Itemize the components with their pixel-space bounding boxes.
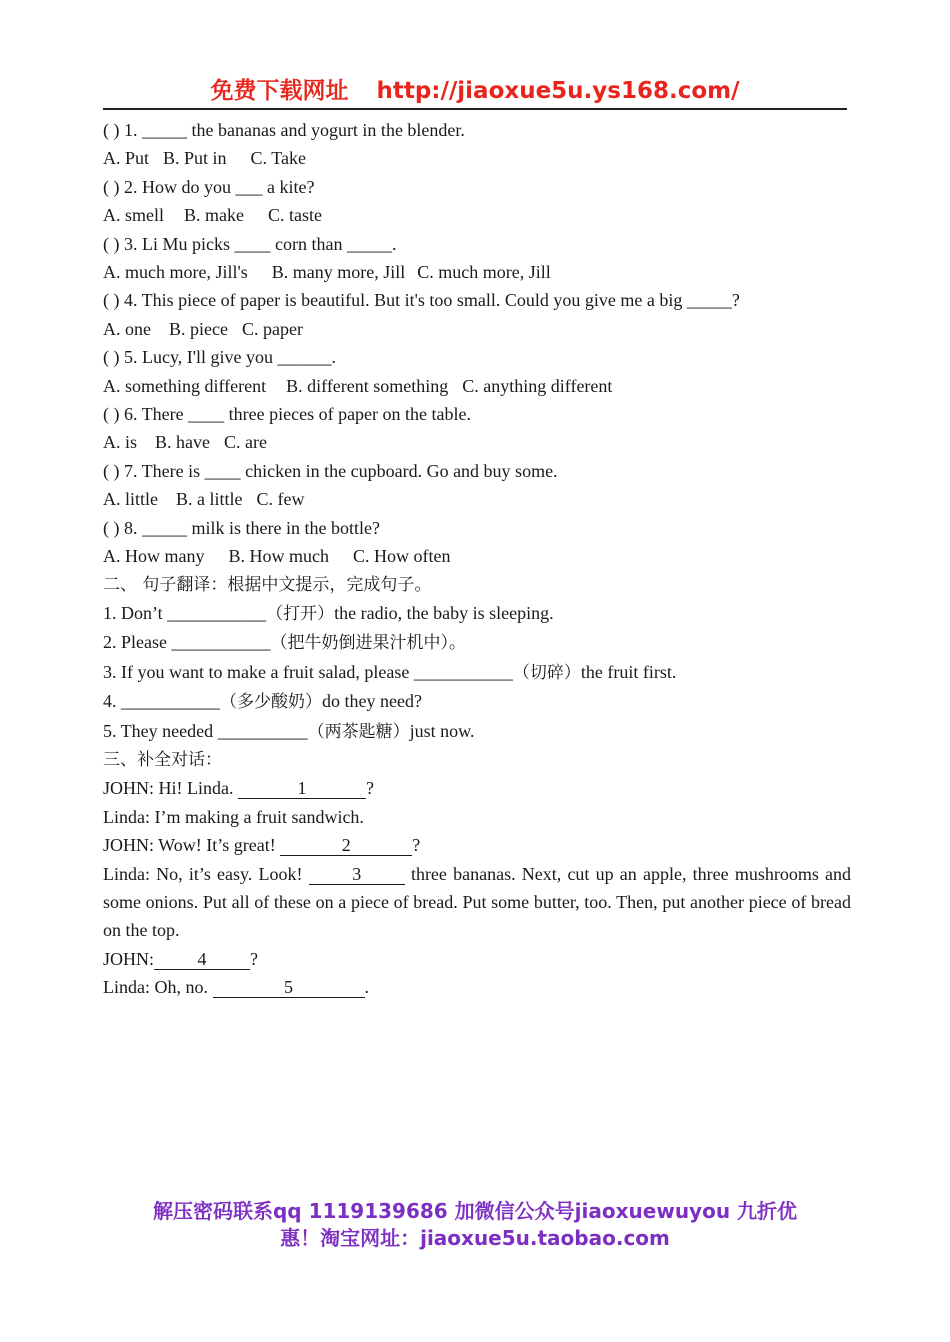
question-7: [103, 457, 851, 514]
punctuation: .: [364, 977, 369, 998]
question-options: [103, 144, 851, 172]
answer-blank: ___________: [121, 691, 220, 712]
answer-blank: __________: [217, 720, 308, 741]
option-c: C. anything different: [462, 375, 613, 396]
punctuation: ?: [365, 778, 374, 799]
option-a: A. How many: [103, 546, 205, 567]
option-b: B. Put in: [163, 148, 227, 169]
dialogue-blank-2: 2: [280, 835, 412, 856]
dialogue-line-6: [103, 973, 851, 1001]
item-prefix: 2. Please: [103, 632, 172, 653]
item-suffix: just now.: [409, 720, 475, 741]
dialogue-line-3: [103, 831, 851, 859]
page-header: [103, 76, 847, 110]
speaker-text: Linda: No, it’s easy. Look!: [103, 863, 309, 884]
translation-item-1: [103, 599, 851, 628]
option-a: A. one: [103, 318, 151, 339]
translation-item-2: [103, 628, 851, 657]
question-options: [103, 372, 851, 400]
option-a: A. is: [103, 432, 138, 453]
translation-item-4: [103, 687, 851, 716]
question-stem: ( ) 3. Li Mu picks ____ corn than _____.: [103, 233, 397, 254]
speaker-text: JOHN: Hi! Linda.: [103, 778, 238, 799]
item-prefix: 4.: [103, 691, 121, 712]
question-stem: ( ) 7. There is ____ chicken in the cupboard. Go and buy some.: [103, 460, 558, 481]
option-a: A. Put: [103, 148, 150, 169]
question-4: [103, 286, 851, 343]
question-options: [103, 428, 851, 456]
question-1: [103, 116, 851, 173]
question-2: [103, 173, 851, 230]
question-stem: ( ) 5. Lucy, I'll give you ______.: [103, 347, 337, 368]
question-5: [103, 343, 851, 400]
option-c: C. Take: [250, 148, 306, 169]
header-label: 免费下载网址: [210, 78, 349, 104]
question-stem: ( ) 2. How do you ___ a kite?: [103, 176, 315, 197]
option-c: C. taste: [268, 205, 322, 226]
option-b: B. many more, Jill: [271, 262, 406, 283]
option-c: C. much more, Jill: [417, 262, 551, 283]
question-stem: ( ) 1. _____ the bananas and yogurt in the blender.: [103, 120, 465, 140]
header-url-link[interactable]: http://jiaoxue5u.ys168.com/: [376, 78, 740, 104]
dialogue-blank-1: 1: [238, 778, 366, 799]
option-a: A. little: [103, 489, 158, 510]
translation-item-3: [103, 658, 851, 687]
dialogue-line-2: Linda: I’m making a fruit sandwich.: [103, 806, 364, 827]
footer-line-1: 解压密码联系qq 1119139686 加微信公众号jiaoxuewuyou 九折优: [152, 1199, 798, 1223]
option-b: B. have: [155, 432, 210, 453]
dialogue-line-4: [103, 860, 851, 945]
item-suffix: do they need?: [322, 691, 422, 712]
punctuation: ?: [412, 835, 421, 856]
chinese-hint: （把牛奶倒进果汁机中）。: [270, 633, 466, 654]
dialogue-line-1: [103, 774, 851, 802]
dialogue-line-5: [103, 945, 851, 973]
item-suffix: the radio, the baby is sleeping.: [334, 602, 554, 623]
option-a: A. something different: [103, 375, 267, 396]
speaker-text: JOHN: Wow! It’s great!: [103, 835, 281, 856]
worksheet-content: [103, 116, 851, 1002]
punctuation: ?: [250, 948, 259, 969]
question-3: [103, 230, 851, 287]
option-a: A. much more, Jill's: [103, 262, 248, 283]
option-c: C. paper: [241, 318, 303, 339]
speaker-text: JOHN:: [103, 948, 155, 969]
page-footer: [95, 1198, 855, 1252]
item-prefix: 3. If you want to make a fruit salad, please: [103, 661, 414, 682]
item-prefix: 5. They needed: [103, 720, 218, 741]
option-c: C. How often: [353, 546, 451, 567]
answer-blank: ___________: [171, 632, 271, 653]
question-stem: ( ) 8. _____ milk is there in the bottle?: [103, 517, 380, 538]
chinese-hint: （两茶匙糖）: [307, 721, 410, 742]
footer-line-2: 惠！淘宝网址：jiaoxue5u.taobao.com: [280, 1226, 670, 1250]
item-suffix: the fruit first.: [580, 661, 677, 682]
option-b: B. different something: [286, 375, 449, 396]
option-c: C. few: [256, 489, 305, 510]
option-b: B. make: [184, 205, 244, 226]
option-b: B. How much: [228, 546, 329, 567]
question-options: [103, 485, 851, 513]
question-6: [103, 400, 851, 457]
answer-blank: ___________: [167, 602, 267, 623]
question-stem: ( ) 6. There ____ three pieces of paper on the table.: [103, 404, 472, 425]
dialogue-blank-5: 5: [213, 977, 365, 998]
option-b: B. piece: [169, 318, 228, 339]
section-3-title: 三、补全对话：: [103, 749, 222, 770]
translation-item-5: [103, 717, 851, 746]
question-8: [103, 514, 851, 571]
question-stem: ( ) 4. This piece of paper is beautiful. But it's too small. Could you give me a big _____?: [103, 290, 740, 311]
question-options: [103, 201, 851, 229]
section-2-title: 二、 句子翻译：根据中文提示，完成句子。: [103, 574, 432, 595]
speaker-text: Linda: Oh, no.: [103, 977, 213, 998]
chinese-hint: （切碎）: [512, 662, 581, 683]
option-a: A. smell: [103, 205, 164, 226]
chinese-hint: （打开）: [266, 603, 335, 624]
dialogue-blank-3: 3: [309, 864, 405, 885]
question-options: [103, 315, 851, 343]
chinese-hint: （多少酸奶）: [220, 692, 322, 713]
dialogue-blank-4: 4: [154, 949, 250, 970]
option-b: B. a little: [176, 489, 243, 510]
question-options: [103, 258, 851, 286]
answer-blank: ___________: [413, 661, 513, 682]
option-c: C. are: [224, 432, 267, 453]
dialogue-text: three bananas. Next, cut up an apple, three mushrooms and some onions. Put all of these on a piece of bread. Put some butter, too. Then, put another piece of bread on the top.: [103, 863, 851, 941]
item-prefix: 1. Don’t: [103, 602, 168, 623]
question-options: [103, 542, 851, 570]
